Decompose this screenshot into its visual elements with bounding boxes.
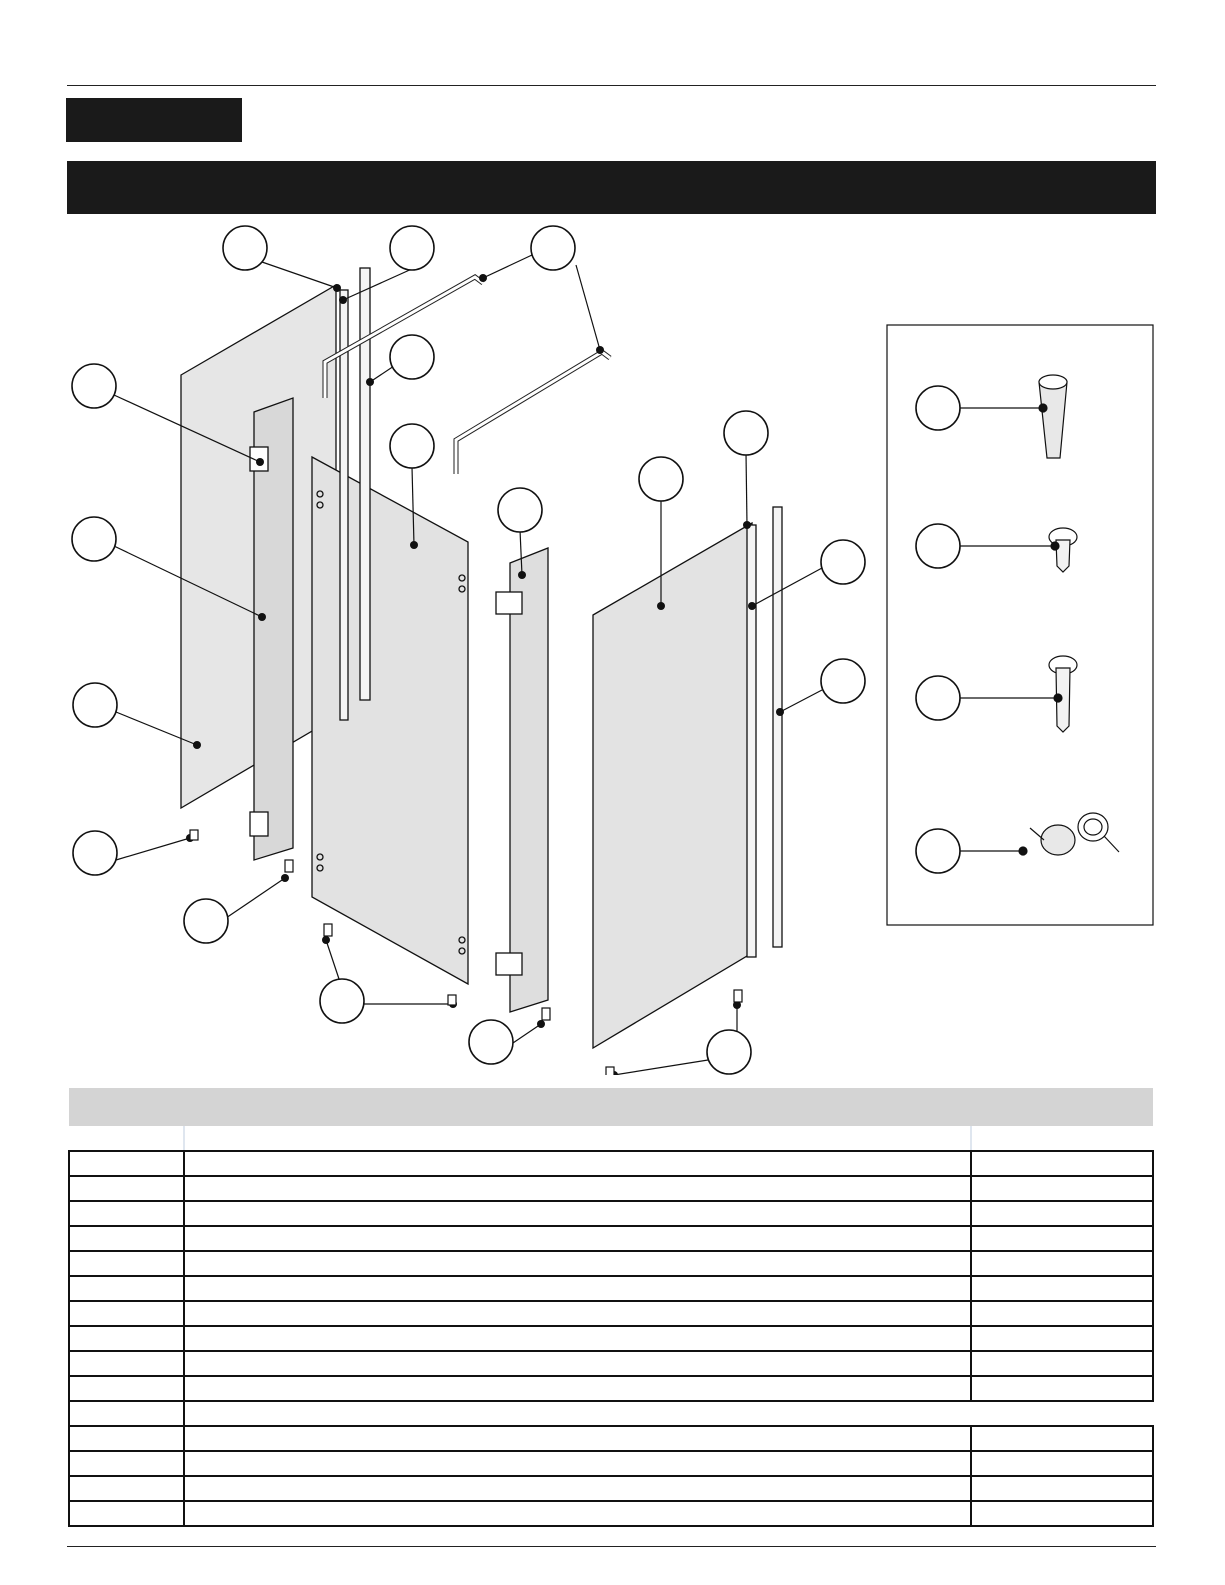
hardware-callout-3 (916, 676, 960, 720)
row-no (69, 1501, 184, 1526)
table-row (69, 1351, 1153, 1376)
table-row (69, 1251, 1153, 1276)
table-row (69, 1376, 1153, 1401)
hardware-callout-4 (916, 829, 960, 873)
row-description (184, 1351, 971, 1376)
bottom-rule (67, 1546, 1156, 1547)
door-panel (510, 548, 548, 1012)
callout-9 (498, 488, 542, 532)
row-description (184, 1476, 971, 1501)
callout-12 (821, 659, 865, 703)
row-no (69, 1276, 184, 1301)
row-no (69, 1176, 184, 1201)
callout-16 (320, 979, 364, 1023)
exploded-parts-diagram (0, 215, 1225, 1075)
row-qty (971, 1176, 1153, 1201)
row-qty (971, 1276, 1153, 1301)
table-row (69, 1151, 1153, 1176)
table-row (69, 1276, 1153, 1301)
callout-11 (821, 540, 865, 584)
row-qty (971, 1151, 1153, 1176)
row-no (69, 1451, 184, 1476)
callout-17 (469, 1020, 513, 1064)
callout-1 (223, 226, 267, 270)
table-row (69, 1301, 1153, 1326)
right-glass-panel (593, 523, 752, 1048)
door-handle-bottom (496, 953, 522, 975)
subheading-no (69, 1401, 184, 1426)
row-description (184, 1276, 971, 1301)
callout-3 (531, 226, 575, 270)
row-description (184, 1501, 971, 1526)
row-description (184, 1426, 971, 1451)
subheading-label (184, 1401, 1153, 1426)
callout-6 (390, 424, 434, 468)
row-description (184, 1151, 971, 1176)
row-description (184, 1451, 971, 1476)
parts-table-title (69, 1088, 1153, 1126)
row-qty (971, 1201, 1153, 1226)
callout-15 (184, 899, 228, 943)
row-qty (971, 1476, 1153, 1501)
row-no (69, 1476, 184, 1501)
col-qty (971, 1126, 1153, 1151)
support-bar-2-inner (456, 352, 610, 474)
section-tag (66, 98, 242, 142)
table-row (69, 1176, 1153, 1201)
table-row (69, 1476, 1153, 1501)
callout-5 (72, 364, 116, 408)
row-qty (971, 1251, 1153, 1276)
row-no (69, 1376, 184, 1401)
table-row (69, 1451, 1153, 1476)
row-description (184, 1201, 971, 1226)
hardware-callout-1 (916, 386, 960, 430)
row-no (69, 1426, 184, 1451)
callout-14 (73, 831, 117, 875)
row-description (184, 1226, 971, 1251)
row-qty (971, 1326, 1153, 1351)
col-description (184, 1126, 971, 1151)
callout-10 (72, 517, 116, 561)
wall-channel-3 (747, 525, 756, 957)
hinge-bottom (250, 812, 268, 836)
row-no (69, 1351, 184, 1376)
table-subheading-row (69, 1401, 1153, 1426)
callout-4 (390, 335, 434, 379)
table-row (69, 1426, 1153, 1451)
table-row (69, 1226, 1153, 1251)
row-no (69, 1326, 184, 1351)
callout-18 (707, 1030, 751, 1074)
row-no (69, 1301, 184, 1326)
parts-table (68, 1088, 1154, 1527)
row-no (69, 1151, 184, 1176)
row-no (69, 1251, 184, 1276)
row-qty (971, 1301, 1153, 1326)
callout-7 (724, 411, 768, 455)
row-description (184, 1376, 971, 1401)
support-bar-2 (456, 352, 610, 474)
table-row (69, 1501, 1153, 1526)
callout-8 (639, 457, 683, 501)
door-handle-top (496, 592, 522, 614)
center-glass-panel (312, 457, 468, 984)
row-qty (971, 1226, 1153, 1251)
row-qty (971, 1351, 1153, 1376)
row-qty (971, 1376, 1153, 1401)
table-row (69, 1326, 1153, 1351)
callout-2 (390, 226, 434, 270)
page-banner (67, 161, 1156, 214)
row-no (69, 1226, 184, 1251)
row-qty (971, 1501, 1153, 1526)
row-description (184, 1301, 971, 1326)
row-description (184, 1251, 971, 1276)
row-description (184, 1326, 971, 1351)
row-no (69, 1201, 184, 1226)
row-qty (971, 1426, 1153, 1451)
row-description (184, 1176, 971, 1201)
callout-13 (73, 683, 117, 727)
col-no (69, 1126, 184, 1151)
wall-channel-2 (360, 268, 370, 700)
wall-channel-4 (773, 507, 782, 947)
table-row (69, 1201, 1153, 1226)
top-rule (67, 85, 1156, 86)
row-qty (971, 1451, 1153, 1476)
hardware-callout-2 (916, 524, 960, 568)
